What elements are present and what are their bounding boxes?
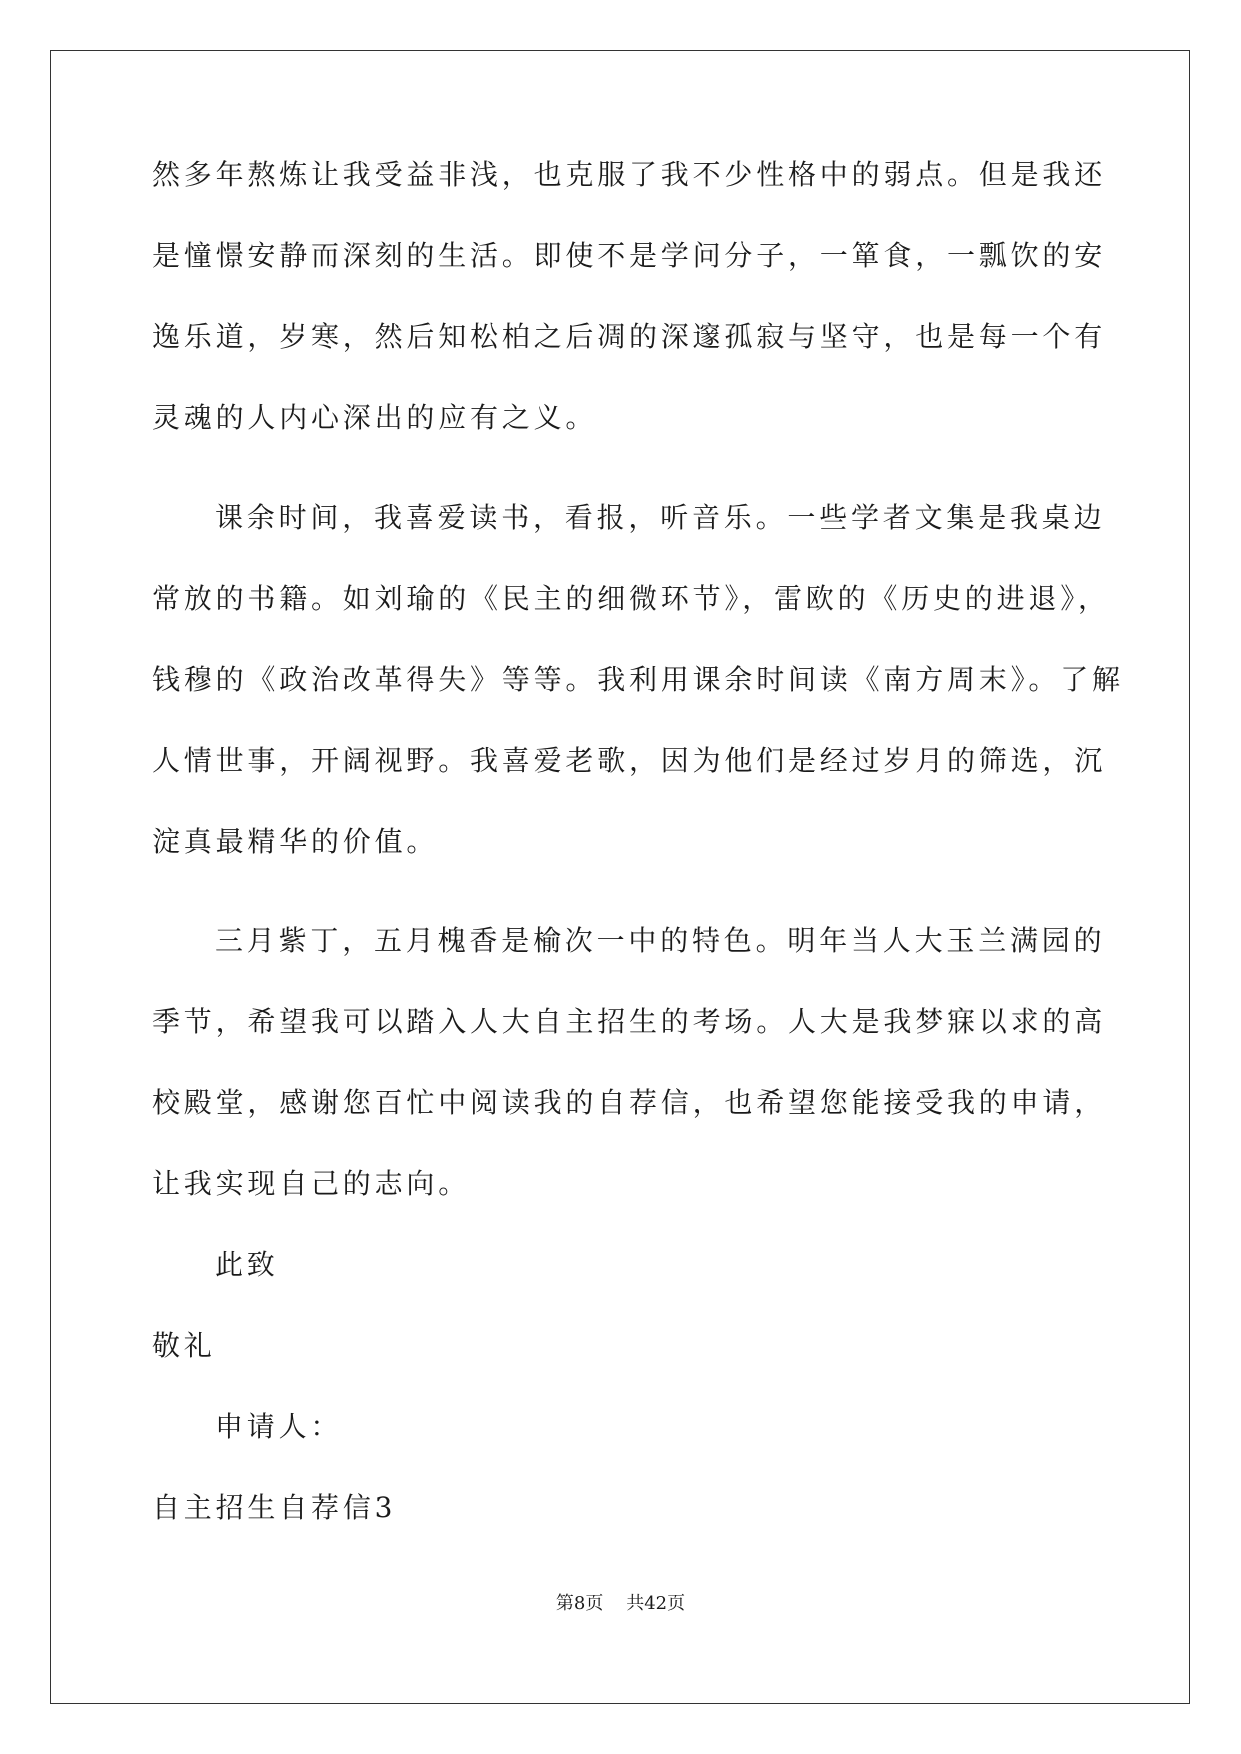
paragraph-line: 课余时间，我喜爱读书，看报，听音乐。一些学者文集是我桌边 xyxy=(215,501,1106,534)
paragraph-line: 淀真最精华的价值。 xyxy=(152,825,439,858)
paragraph-line: 灵魂的人内心深出的应有之义。 xyxy=(152,401,598,434)
paragraph-line: 人情世事，开阔视野。我喜爱老歌，因为他们是经过岁月的筛选，沉 xyxy=(152,744,1107,777)
paragraph-line: 钱穆的《政治改革得失》等等。我利用课余时间读《南方周末》。了解 xyxy=(152,663,1124,696)
section-heading: 自主招生自荐信3 xyxy=(152,1491,397,1524)
page-number: 第8页 xyxy=(555,1593,604,1614)
applicant-signature-label: 申请人： xyxy=(215,1410,343,1443)
paragraph-line: 是憧憬安静而深刻的生活。即使不是学问分子，一箪食，一瓢饮的安 xyxy=(152,239,1107,272)
closing-salutation: 此致 xyxy=(215,1248,279,1281)
paragraph-line: 常放的书籍。如刘瑜的《民主的细微环节》，雷欧的《历史的进退》， xyxy=(152,582,1110,615)
paragraph-line: 让我实现自己的志向。 xyxy=(152,1167,471,1200)
page-frame xyxy=(50,50,1190,1704)
paragraph-line: 季节，希望我可以踏入人大自主招生的考场。人大是我梦寐以求的高 xyxy=(152,1005,1107,1038)
paragraph-line: 三月紫丁，五月槐香是榆次一中的特色。明年当人大玉兰满园的 xyxy=(215,924,1106,957)
paragraph-line: 逸乐道，岁寒，然后知松柏之后凋的深邃孤寂与坚守，也是每一个有 xyxy=(152,320,1107,353)
closing-regards: 敬礼 xyxy=(152,1329,216,1362)
page-total: 共42页 xyxy=(626,1593,686,1614)
paragraph-line: 校殿堂，感谢您百忙中阅读我的自荐信，也希望您能接受我的申请， xyxy=(152,1086,1107,1119)
page-footer xyxy=(0,1592,1241,1616)
paragraph-line: 然多年熬炼让我受益非浅，也克服了我不少性格中的弱点。但是我还 xyxy=(152,158,1107,191)
